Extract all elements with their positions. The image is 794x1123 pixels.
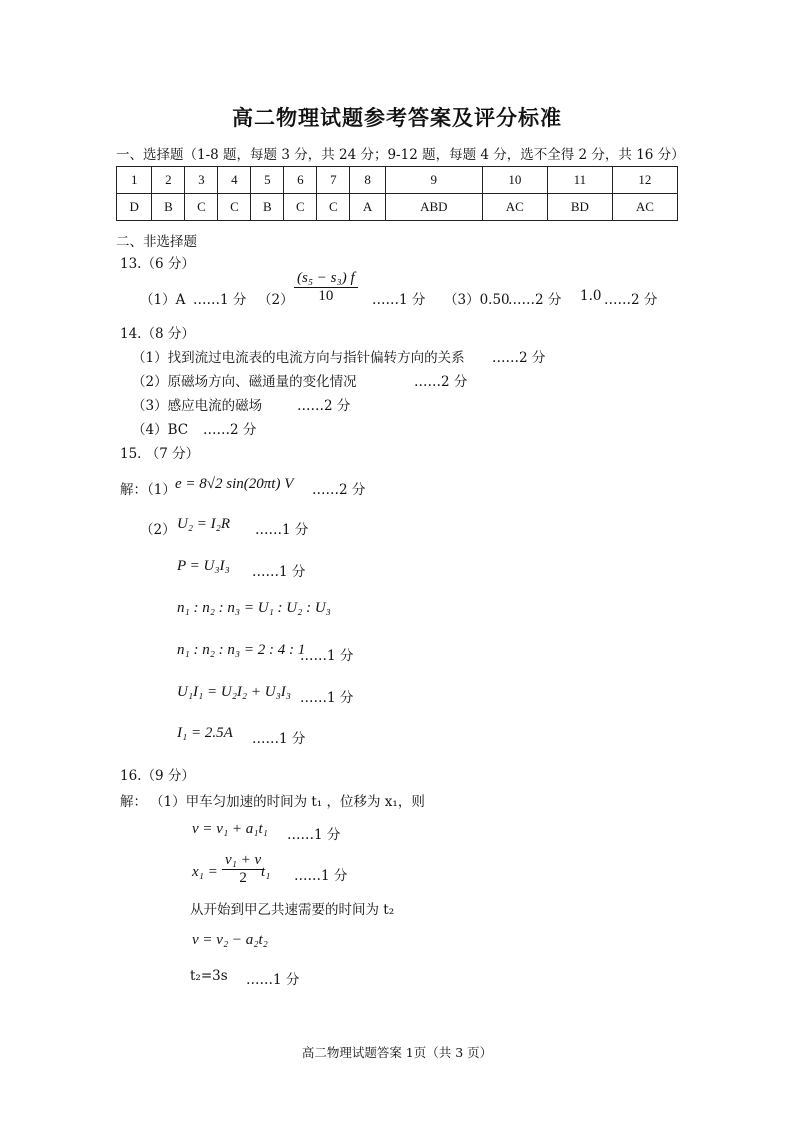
q14-line-2-score: ……2 分 [414, 374, 468, 390]
q14-line-4: （4）BC [132, 422, 189, 438]
q15-part2-label: （2） [140, 522, 176, 538]
question-number: 3 [185, 167, 218, 194]
q13-fraction-numerator: (s₅ − s₃) f [294, 270, 358, 288]
q13-part4-score: ……2 分 [604, 292, 658, 308]
q13-heading: 13.（6 分） [120, 256, 195, 272]
q15-eq2-score: ……1 分 [255, 522, 309, 538]
q16-text-2: 从开始到甲乙共速需要的时间为 t₂ [190, 902, 395, 918]
q13-part2-score: ……1 分 [372, 292, 426, 308]
answer-cell: C [317, 194, 350, 221]
q13-part3-score: ……2 分 [508, 292, 562, 308]
q14-line-1: （1）找到流过电流表的电流方向与指针偏转方向的关系 [132, 350, 465, 366]
q14-line-1-score: ……2 分 [492, 350, 546, 366]
q16-heading: 16.（9 分） [120, 768, 195, 784]
q15-eq3: P = U₃I₃ [177, 558, 230, 574]
question-number: 7 [317, 167, 350, 194]
q15-eq7: I₁ = 2.5A [177, 725, 233, 741]
question-number: 6 [284, 167, 317, 194]
page-footer: 高二物理试题答案 1页（共 3 页） [301, 1045, 493, 1060]
answer-cell: C [284, 194, 317, 221]
q16-eq2-tail: t₁ [261, 864, 271, 880]
answer-cell: C [218, 194, 251, 221]
q13-part3-answer: （3）0.50 [444, 292, 510, 308]
q16-part1-text: （1）甲车匀加速的时间为 t₁ ，位移为 x₁，则 [150, 794, 425, 810]
answer-cell: AC [612, 194, 677, 221]
q14-line-4-score: ……2 分 [203, 422, 257, 438]
q13-part1-score: ……1 分 [193, 292, 247, 308]
answer-cell: ABD [385, 194, 482, 221]
q15-eq5: n₁ : n₂ : n₃ = 2 : 4 : 1 [177, 642, 306, 658]
question-number: 2 [152, 167, 185, 194]
q15-eq7-score: ……1 分 [252, 731, 306, 747]
question-number: 4 [218, 167, 251, 194]
answer-cell: D [117, 194, 152, 221]
q16-eq2-score: ……1 分 [294, 868, 348, 884]
q14-heading: 14.（8 分） [120, 326, 195, 342]
q14-line-2: （2）原磁场方向、磁通量的变化情况 [132, 374, 357, 390]
q15-solution-label: 解：（1） [120, 482, 176, 498]
q16-solution-label: 解： [120, 794, 147, 810]
q14-line-3: （3）感应电流的磁场 [132, 398, 263, 414]
answer-row [117, 194, 678, 221]
question-number: 1 [117, 167, 152, 194]
question-number-row [117, 167, 678, 194]
q16-eq1: v = v₁ + a₁t₁ [192, 821, 268, 837]
section-2-heading: 二、非选择题 [116, 234, 197, 250]
section-1-heading: 一、选择题（1-8 题，每题 3 分，共 24 分；9-12 题，每题 4 分，选不全得 2 分，共 16 分） [116, 147, 685, 163]
question-number: 11 [547, 167, 612, 194]
q16-eq2-denominator: 2 [239, 870, 247, 886]
answer-cell: A [350, 194, 385, 221]
q16-eq1-score: ……1 分 [287, 827, 341, 843]
q16-eq2-lhs: x₁ = [192, 864, 218, 880]
q15-eq2: U₂ = I₂R [177, 516, 231, 532]
q13-fraction-denominator: 10 [318, 288, 334, 304]
q15-eq3-score: ……1 分 [252, 564, 306, 580]
q16-eq4-score: ……1 分 [246, 972, 300, 988]
q15-heading: 15. （7 分） [120, 446, 200, 462]
q13-part2-label: （2） [258, 292, 294, 308]
question-number: 8 [350, 167, 385, 194]
question-number: 10 [482, 167, 547, 194]
q15-eq4: n₁ : n₂ : n₃ = U₁ : U₂ : U₃ [177, 600, 331, 616]
question-number: 9 [385, 167, 482, 194]
q13-part1-answer: （1）A [140, 292, 186, 308]
q13-part4-answer: 1.0 [580, 288, 602, 304]
answer-cell: C [185, 194, 218, 221]
answer-cell: B [152, 194, 185, 221]
q16-eq4: t₂=3s [190, 968, 228, 984]
q13-fraction [294, 270, 358, 305]
answer-table [116, 166, 678, 221]
answer-cell: B [251, 194, 284, 221]
q15-eq6-score: ……1 分 [300, 690, 354, 706]
question-number: 12 [612, 167, 677, 194]
q15-eq5-score: ……1 分 [300, 648, 354, 664]
page-title: 高二物理试题参考答案及评分标准 [232, 106, 562, 130]
answer-cell: BD [547, 194, 612, 221]
question-number: 5 [251, 167, 284, 194]
q15-eq1: e = 8√2 sin(20πt) V [175, 476, 294, 492]
q15-eq6: U₁I₁ = U₂I₂ + U₃I₃ [177, 684, 292, 700]
q16-eq3: v = v₂ − a₂t₂ [192, 932, 268, 948]
q15-eq1-score: ……2 分 [312, 482, 366, 498]
q16-eq2-numerator: v₁ + v [222, 852, 264, 870]
q14-line-3-score: ……2 分 [297, 398, 351, 414]
answer-cell: AC [482, 194, 547, 221]
q16-eq2-fraction [222, 852, 264, 887]
